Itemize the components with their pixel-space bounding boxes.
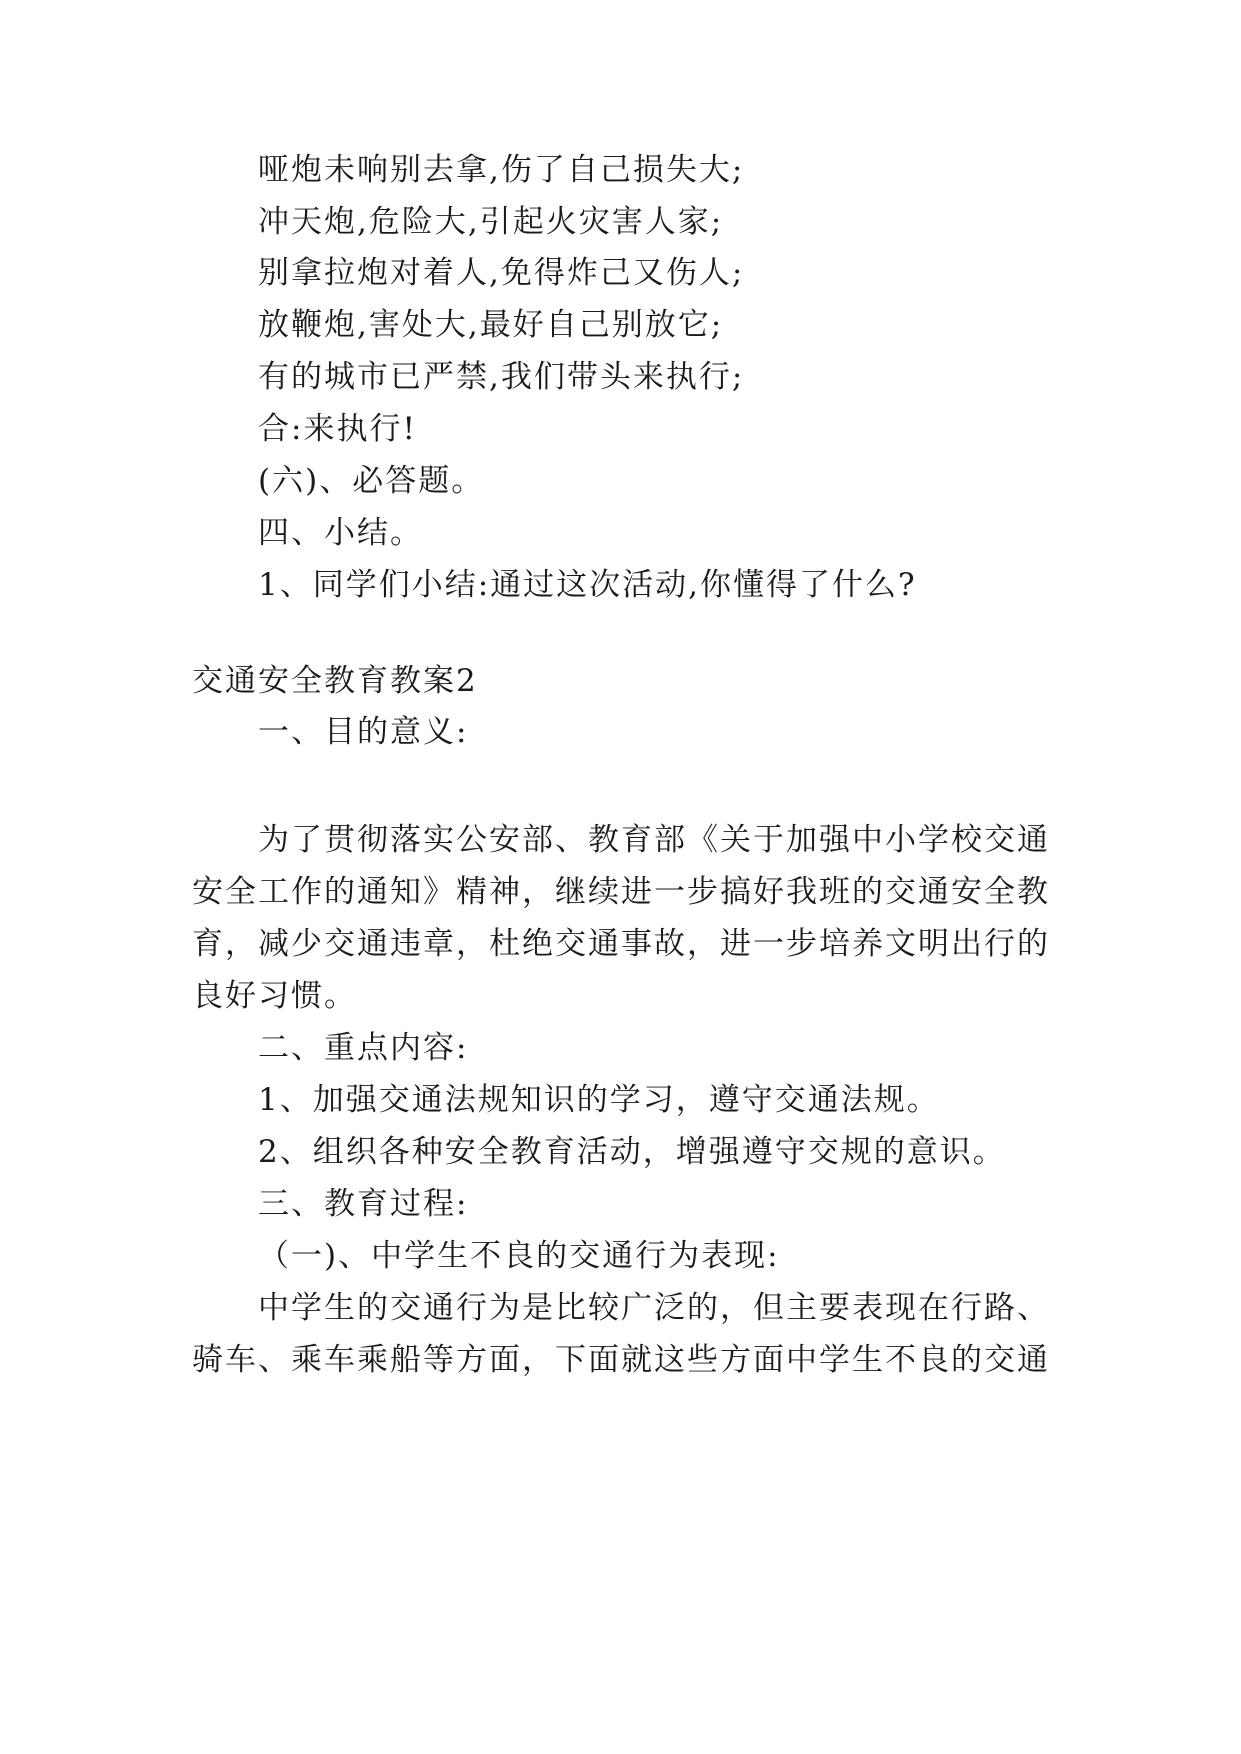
summary-item: 1、同学们小结:通过这次活动,你懂得了什么?	[258, 567, 917, 603]
key-item-1: 1、加强交通法规知识的学习，遵守交通法规。	[258, 1082, 940, 1118]
process-line-2: 骑车、乘车乘船等方面，下面就这些方面中学生不良的交通	[192, 1342, 1050, 1378]
key-item-2: 2、组织各种安全教育活动，增强遵守交规的意识。	[258, 1134, 1006, 1170]
poem-line-6: 合:来执行!	[258, 411, 417, 447]
purpose-heading: 一、目的意义:	[258, 714, 469, 750]
poem-line-3: 别拿拉炮对着人,免得炸己又伤人;	[258, 255, 745, 291]
section-six-heading: (六)、必答题。	[258, 463, 485, 499]
section-four-heading: 四、小结。	[258, 515, 423, 551]
process-subheading: （一)、中学生不良的交通行为表现:	[258, 1238, 780, 1274]
poem-line-1: 哑炮未响别去拿,伤了自己损失大;	[258, 152, 745, 188]
key-content-heading: 二、重点内容:	[258, 1030, 469, 1066]
process-heading: 三、教育过程:	[258, 1186, 469, 1222]
poem-line-5: 有的城市已严禁,我们带头来执行;	[258, 359, 745, 395]
poem-line-2: 冲天炮,危险大,引起火灾害人家;	[258, 204, 724, 240]
purpose-line-4: 良好习惯。	[192, 978, 357, 1014]
purpose-line-3: 育，减少交通违章，杜绝交通事故，进一步培养文明出行的	[192, 926, 1050, 962]
process-line-1: 中学生的交通行为是比较广泛的，但主要表现在行路、	[258, 1290, 1050, 1326]
poem-line-4: 放鞭炮,害处大,最好自己别放它;	[258, 307, 724, 343]
purpose-line-2: 安全工作的通知》精神，继续进一步搞好我班的交通安全教	[192, 874, 1050, 910]
doc2-title: 交通安全教育教案2	[192, 663, 478, 699]
purpose-line-1: 为了贯彻落实公安部、教育部《关于加强中小学校交通	[258, 822, 1050, 858]
